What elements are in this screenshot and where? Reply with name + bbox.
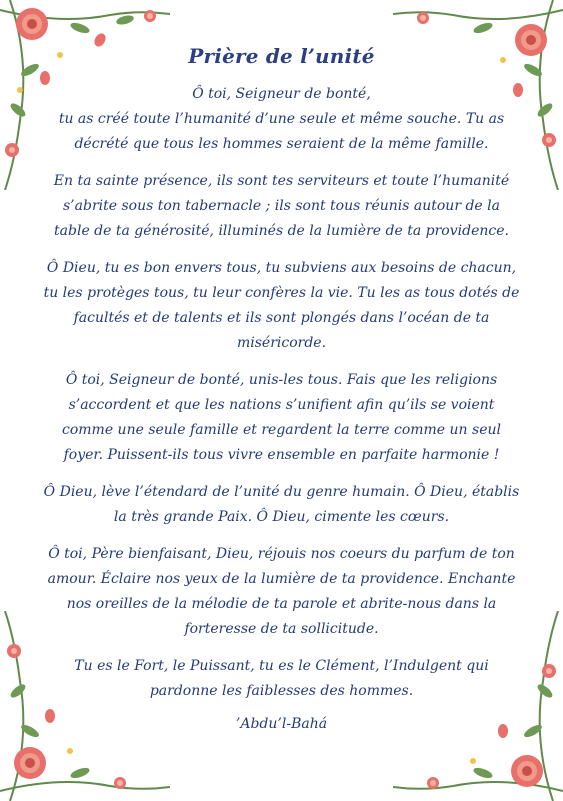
prayer-paragraph: Ô Dieu, tu es bon envers tous, tu subviens aux besoins de chacun, tu les protèges tous, tu leur confères la vie. Tu les as tous dotés de facultés et de talents et ils sont plongés dans l’océan de ta miséricorde. (43, 260, 520, 351)
prayer-paragraph: Ô Dieu, lève l’étendard de l’unité du genre humain. Ô Dieu, établis la très grande Paix. Ô Dieu, cimente les cœurs. (43, 484, 520, 525)
prayer-content (40, 44, 523, 732)
prayer-paragraph: Ô toi, Seigneur de bonté, tu as créé toute l’humanité d’une seule et même souche. Tu as décrété que tous les hommes seraient de la même famille. (58, 86, 505, 152)
prayer-paragraph: Ô toi, Père bienfaisant, Dieu, réjouis nos coeurs du parfum de ton amour. Éclaire nos yeux de la lumière de ta providence. Enchante nos oreilles de la mélodie de ta parole et abrite-nous dans la forteresse de ta sollicitude. (47, 546, 516, 637)
prayer-paragraph: En ta sainte présence, ils sont tes serviteurs et toute l’humanité s’abrite sous ton tabernacle ; ils sont tous réunis autour de la table de ta générosité, illuminés de la lumière de ta providence. (53, 173, 510, 239)
prayer-paragraph: Tu es le Fort, le Puissant, tu es le Clément, l’Indulgent qui pardonne les faiblesses des hommes. (74, 658, 489, 699)
author-signature: ’Abdu’l-Bahá (235, 716, 328, 732)
prayer-paragraph: Ô toi, Seigneur de bonté, unis-les tous. Fais que les religions s’accordent et que les nations s’unifient afin qu’ils se voient comme une seule famille et regardent la terre comme un seul foyer. Puissent-ils tous vivre ensemble en parfaite harmonie ! (62, 372, 501, 463)
prayer-title: Prière de l’unité (188, 44, 375, 68)
